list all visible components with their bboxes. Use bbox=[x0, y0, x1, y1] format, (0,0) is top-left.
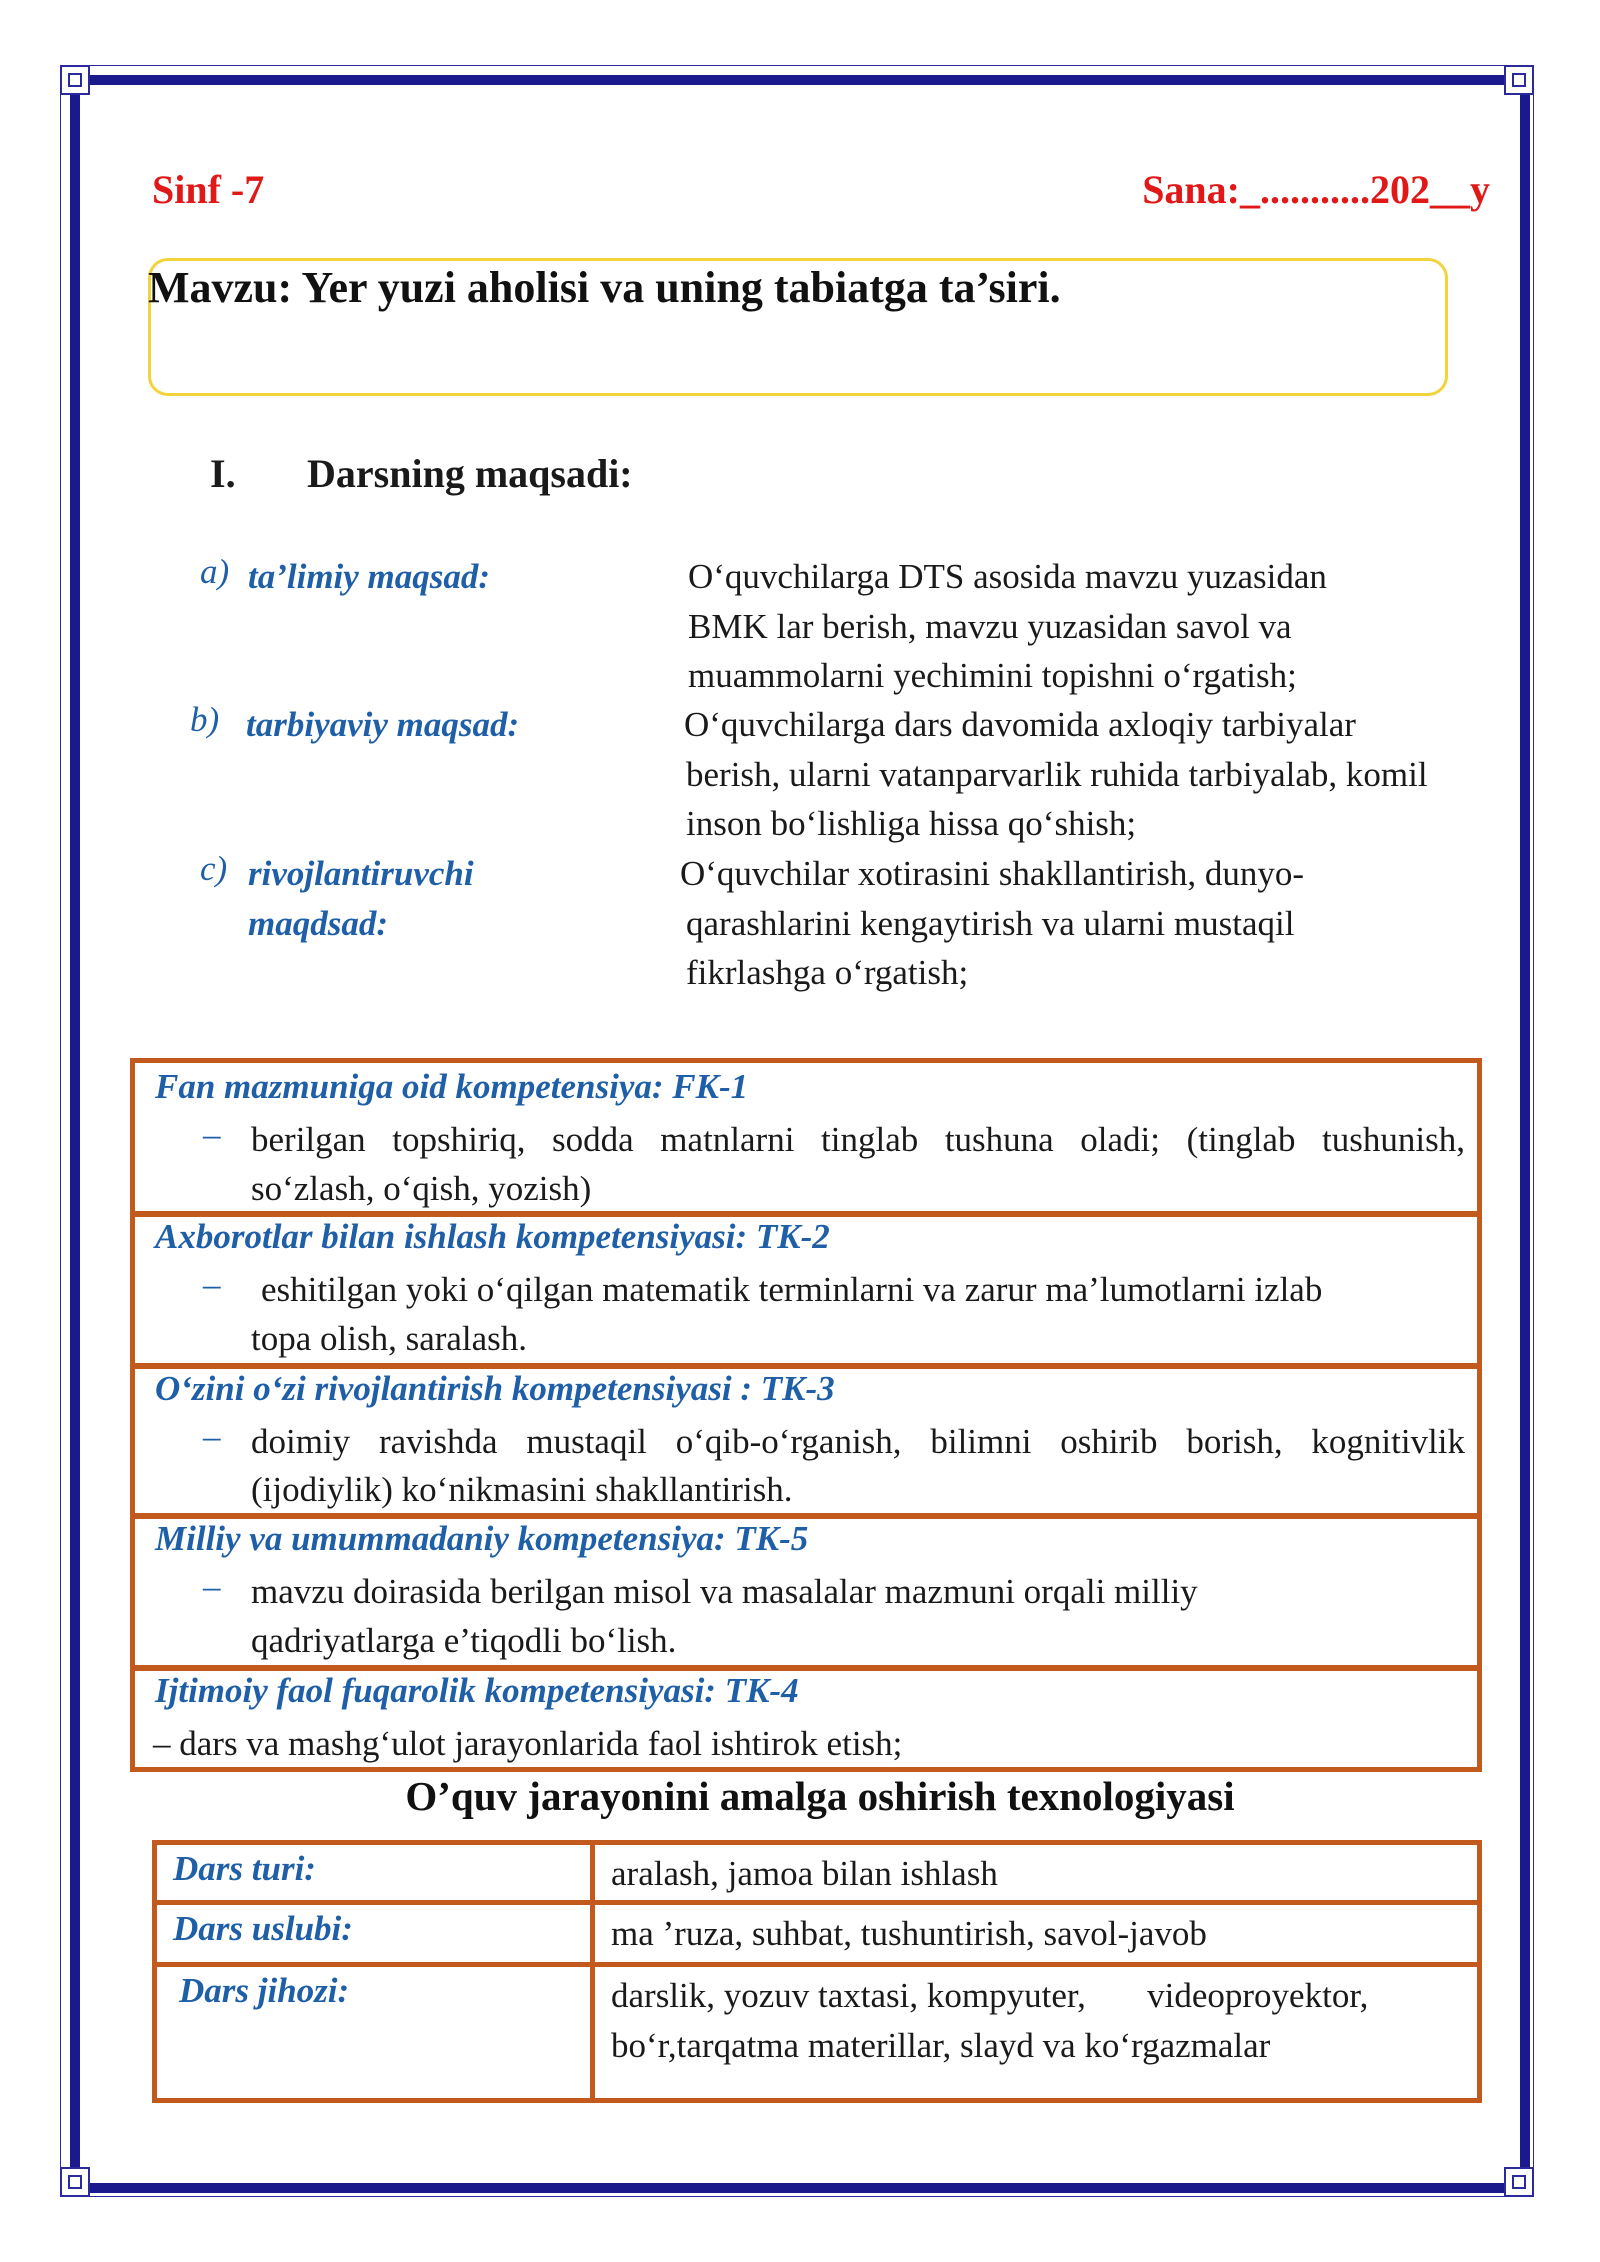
competence-text-line: doimiy ravishda mustaqil o‘qib-o‘rganish, bilimni oshirib borish, kognitivlik bbox=[251, 1422, 1465, 1461]
competence-text-line: topa olish, saralash. bbox=[251, 1319, 528, 1358]
goal-text-line: O‘quvchilarga dars davomida axloqiy tarbiyalar bbox=[684, 705, 1356, 744]
competence-text-line: qadriyatlarga e’tiqodli bo‘lish. bbox=[251, 1621, 677, 1660]
competence-title: Axborotlar bilan ishlash kompetensiyasi: TK-2 bbox=[155, 1217, 830, 1256]
competence-dash: – bbox=[203, 1567, 221, 1606]
date-field: Sana:_...........202__y bbox=[1142, 167, 1490, 212]
table-value-line: darslik, yozuv taxtasi, kompyuter, videoproyektor, bbox=[611, 1976, 1369, 2015]
grade-label: Sinf -7 bbox=[152, 167, 265, 212]
competence-title: Ijtimoiy faol fuqarolik kompetensiyasi: TK-4 bbox=[155, 1671, 799, 1710]
goal-text-line: qarashlarini kengaytirish va ularni mustaqil bbox=[686, 903, 1295, 943]
table-label-cell: Dars uslubi: bbox=[155, 1903, 593, 1965]
competence-text-line: so‘zlash, o‘qish, yozish) bbox=[251, 1169, 592, 1208]
goal-text-line: berish, ularni vatanparvarlik ruhida tarbiyalab, komil bbox=[686, 754, 1428, 794]
goal-text-line: O‘quvchilarga DTS asosida mavzu yuzasidan bbox=[688, 557, 1327, 596]
goal-label: ta’limiy maqsad: bbox=[248, 557, 491, 596]
competence-title: Milliy va umummadaniy kompetensiya: TK-5 bbox=[155, 1519, 809, 1558]
table-label-cell: Dars turi: bbox=[155, 1843, 593, 1903]
competence-text-line: (ijodiylik) ko‘nikmasini shakllantirish. bbox=[251, 1470, 793, 1509]
competence-text-line: – dars va mashg‘ulot jarayonlarida faol ishtirok etish; bbox=[153, 1724, 903, 1763]
goal-text-line: O‘quvchilar xotirasini shakllantirish, dunyo- bbox=[680, 854, 1305, 893]
table-value-line: bo‘r,tarqatma materillar, slayd va ko‘rgazmalar bbox=[611, 2026, 1271, 2065]
table-row bbox=[155, 1965, 1480, 2101]
corner-ornament-bottom-left bbox=[60, 2167, 90, 2197]
topic-title: Mavzu: Yer yuzi aholisi va uning tabiatga ta’siri. bbox=[148, 263, 1061, 312]
section-title: Darsning maqsadi: bbox=[307, 451, 633, 496]
table-value-cell: ma ’ruza, suhbat, tushuntirish, savol-javob bbox=[593, 1903, 1480, 1965]
goal-text-line: fikrlashga o‘rgatish; bbox=[686, 953, 969, 992]
goal-letter: a) bbox=[200, 552, 230, 591]
section-number: I. bbox=[210, 451, 236, 496]
corner-ornament-top-left bbox=[60, 65, 90, 95]
table-row bbox=[155, 1843, 1480, 1903]
competence-box bbox=[130, 1364, 1482, 1518]
competence-box bbox=[130, 1666, 1482, 1772]
competence-text-line: berilgan topshiriq, sodda matnlarni tinglab tushuna oladi; (tinglab tushunish, bbox=[251, 1120, 1465, 1159]
goal-text bbox=[680, 849, 1304, 998]
corner-ornament-top-right bbox=[1504, 65, 1534, 95]
competence-dash: – bbox=[203, 1115, 221, 1154]
goal-text-line: inson bo‘lishliga hissa qo‘shish; bbox=[686, 804, 1137, 843]
goal-text-line: BMK lar berish, mavzu yuzasidan savol va bbox=[688, 606, 1292, 646]
table-row bbox=[155, 1903, 1480, 1965]
competence-box bbox=[130, 1514, 1482, 1670]
technology-table bbox=[152, 1840, 1482, 2103]
competence-title: O‘zini o‘zi rivojlantirish kompetensiyasi : TK-3 bbox=[155, 1369, 835, 1408]
competence-title: Fan mazmuniga oid kompetensiya: FK-1 bbox=[155, 1067, 749, 1106]
goal-label bbox=[248, 849, 474, 949]
competence-box bbox=[130, 1058, 1482, 1216]
corner-ornament-bottom-right bbox=[1504, 2167, 1534, 2197]
goal-label-line: maqdsad: bbox=[248, 904, 388, 943]
table-label-cell: Dars jihozi: bbox=[155, 1965, 593, 2101]
goal-letter: b) bbox=[190, 700, 220, 739]
goal-label: tarbiyaviy maqsad: bbox=[246, 705, 520, 744]
competence-dash: – bbox=[203, 1417, 221, 1456]
goal-text bbox=[688, 552, 1327, 701]
goal-text-line: muammolarni yechimini topishni o‘rgatish; bbox=[688, 656, 1297, 695]
competence-dash: – bbox=[203, 1265, 221, 1304]
table-value-cell: aralash, jamoa bilan ishlash bbox=[593, 1843, 1480, 1903]
competence-text-line: mavzu doirasida berilgan misol va masalalar mazmuni orqali milliy bbox=[251, 1572, 1198, 1611]
goal-letter: c) bbox=[200, 849, 228, 888]
competence-box bbox=[130, 1212, 1482, 1368]
goal-label-line: rivojlantiruvchi bbox=[248, 854, 474, 893]
goal-text bbox=[684, 700, 1428, 849]
technology-title: O’quv jarayonini amalga oshirish texnologiyasi bbox=[405, 1773, 1235, 1819]
competence-text-line: eshitilgan yoki o‘qilgan matematik terminlarni va zarur ma’lumotlarni izlab bbox=[261, 1270, 1323, 1309]
table-value-cell bbox=[593, 1965, 1480, 2101]
